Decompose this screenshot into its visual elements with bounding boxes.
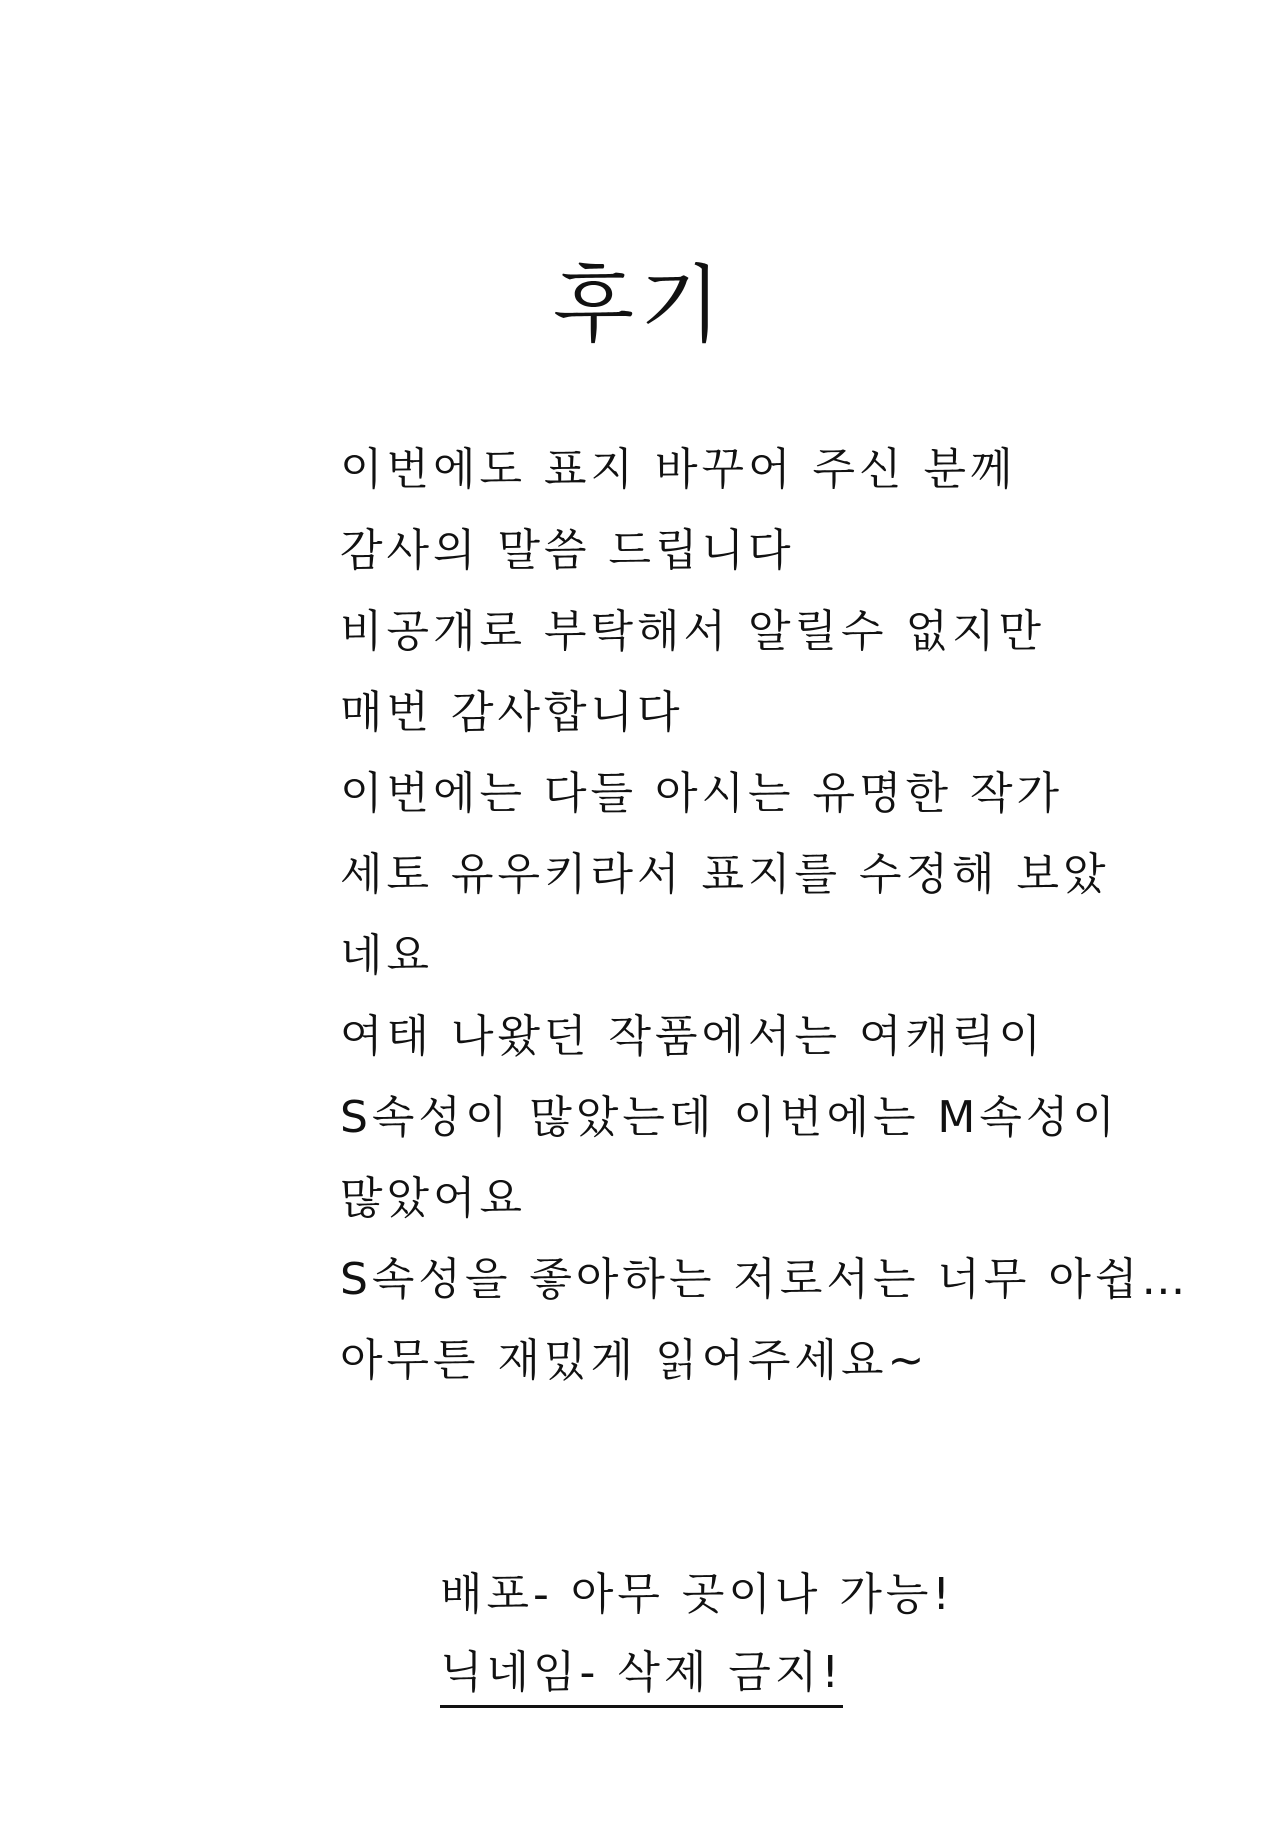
body-line: 이번에는 다들 아시는 유명한 작가 [340,768,1063,819]
distribution-notice [440,1565,1040,1721]
body-line: 이번에도 표지 바꾸어 주신 분께 [340,444,1017,495]
body-line: 매번 감사합니다 [340,687,684,738]
body-line: 많았어요 [340,1173,527,1224]
body-line: 세토 유우키라서 표지를 수정해 보았 [340,849,1110,900]
body-line: S속성이 많았는데 이번에는 M속성이 [340,1092,1119,1143]
body-line: 감사의 말씀 드립니다 [340,525,795,576]
nickname-line [440,1643,1040,1721]
distribution-line: 배포- 아무 곳이나 가능! [440,1569,955,1620]
page-title: 후기 [552,256,728,354]
body-line: 아무튼 재밌게 읽어주세요~ [340,1335,929,1386]
body-line: S속성을 좋아하는 저로서는 너무 아쉽… [340,1254,1190,1305]
body-line: 여태 나왔던 작품에서는 여캐릭이 [340,1011,1046,1062]
nickname-notice: 닉네임- 삭제 금지! [440,1643,843,1708]
body-line: 비공개로 부탁해서 알릴수 없지만 [340,606,1046,657]
afterword-body [340,440,1190,1412]
body-line: 네요 [340,930,434,981]
